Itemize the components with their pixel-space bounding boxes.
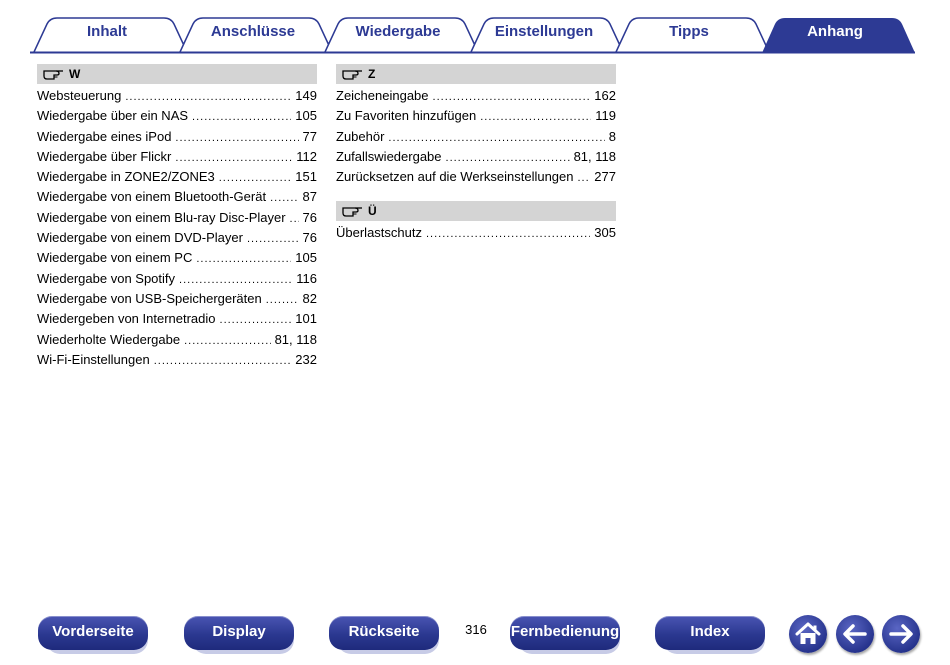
- index-entry[interactable]: [336, 223, 616, 243]
- button-label: Display: [184, 616, 294, 650]
- button-label: Vorderseite: [38, 616, 148, 650]
- pointing-hand-icon: [342, 204, 364, 218]
- back-arrow-icon: [836, 615, 874, 653]
- index-entry[interactable]: [37, 147, 317, 167]
- index-entry-list: [336, 221, 616, 243]
- tab-tipps[interactable]: Tipps: [669, 23, 709, 40]
- pointing-hand-icon: [342, 67, 364, 81]
- entry-term: Wi-Fi-Einstellungen: [37, 351, 150, 367]
- page-number: 316: [465, 622, 487, 637]
- section-letter: W: [69, 67, 81, 81]
- rueckseite-button[interactable]: [329, 616, 439, 652]
- fernbedienung-button[interactable]: [510, 616, 620, 652]
- index-section-w: [37, 64, 317, 370]
- leader-dots: [219, 168, 292, 188]
- entry-page-link[interactable]: 151: [295, 169, 317, 185]
- index-entry[interactable]: [336, 147, 616, 167]
- leader-dots: [175, 148, 292, 168]
- tab-einstellungen[interactable]: Einstellungen: [494, 23, 594, 40]
- index-entry[interactable]: [37, 269, 317, 289]
- forward-arrow-icon: [882, 615, 920, 653]
- index-entry[interactable]: [37, 350, 317, 370]
- entry-term: Wiedergabe über ein NAS: [37, 108, 189, 124]
- entry-page-link[interactable]: 101: [295, 311, 317, 327]
- entry-page-link[interactable]: 81, 118: [573, 148, 616, 164]
- index-entry[interactable]: [37, 248, 317, 268]
- index-entry[interactable]: [37, 228, 317, 248]
- vorderseite-button[interactable]: [38, 616, 148, 652]
- entry-term: Zu Favoriten hinzufügen: [336, 108, 477, 124]
- entry-page-link[interactable]: 277: [594, 169, 616, 185]
- index-entry[interactable]: [37, 309, 317, 329]
- entry-page-link[interactable]: 8: [608, 128, 616, 144]
- entry-term: Zurücksetzen auf die Werkseinstellungen: [336, 169, 574, 185]
- tab-wiedergabe[interactable]: Wiedergabe: [355, 23, 441, 40]
- tab-anschluesse[interactable]: Anschlüsse: [210, 23, 296, 40]
- entry-page-link[interactable]: 105: [295, 108, 317, 124]
- button-label: Index: [655, 616, 765, 650]
- button-label: Fernbedienung: [510, 616, 620, 650]
- entry-page-link[interactable]: 149: [295, 88, 317, 103]
- entry-page-link[interactable]: 76: [302, 230, 317, 246]
- entry-page-link[interactable]: 77: [302, 128, 317, 144]
- entry-page-link[interactable]: 162: [594, 88, 616, 103]
- leader-dots: [192, 107, 291, 127]
- leader-dots: [247, 229, 299, 249]
- entry-term: Wiedergabe von einem PC: [37, 250, 193, 266]
- index-button[interactable]: [655, 616, 765, 652]
- index-column-left: [37, 64, 317, 384]
- leader-dots: [426, 224, 590, 244]
- entry-term: Überlastschutz: [336, 225, 422, 241]
- index-entry[interactable]: [37, 330, 317, 350]
- top-tab-bar: [0, 0, 950, 56]
- entry-term: Wiederholte Wiedergabe: [37, 331, 181, 347]
- index-entry[interactable]: [37, 289, 317, 309]
- leader-dots: [154, 351, 292, 371]
- index-entry-list: [336, 84, 616, 187]
- pointing-hand-icon: [43, 67, 65, 81]
- leader-dots: [220, 310, 292, 330]
- index-entry[interactable]: [37, 167, 317, 187]
- entry-page-link[interactable]: 82: [302, 290, 317, 306]
- leader-dots: [175, 128, 298, 148]
- entry-page-link[interactable]: 76: [302, 209, 317, 225]
- entry-page-link[interactable]: 105: [295, 250, 317, 266]
- leader-dots: [184, 331, 271, 351]
- entry-page-link[interactable]: 87: [302, 189, 317, 205]
- entry-term: Wiedergabe in ZONE2/ZONE3: [37, 169, 215, 185]
- entry-term: Wiedergabe von USB-Speichergeräten: [37, 290, 262, 306]
- section-header-w: [37, 64, 317, 84]
- leader-dots: [196, 249, 291, 269]
- entry-term: Wiedergabe eines iPod: [37, 128, 172, 144]
- index-entry[interactable]: [37, 187, 317, 207]
- leader-dots: [270, 188, 298, 208]
- leader-dots: [388, 128, 604, 148]
- leader-dots: [433, 87, 591, 107]
- home-icon: [789, 615, 827, 653]
- entry-page-link[interactable]: 81, 118: [274, 331, 317, 347]
- leader-dots: [179, 270, 292, 290]
- section-header-z: [336, 64, 616, 84]
- back-button[interactable]: [836, 615, 874, 653]
- entry-term: Wiedergabe über Flickr: [37, 148, 172, 164]
- index-entry[interactable]: [37, 127, 317, 147]
- entry-page-link[interactable]: 116: [296, 270, 317, 286]
- leader-dots: [266, 290, 299, 310]
- entry-page-link[interactable]: 305: [594, 225, 616, 241]
- index-entry[interactable]: [336, 86, 616, 106]
- index-entry[interactable]: [336, 127, 616, 147]
- entry-term: Websteuerung: [37, 88, 122, 103]
- index-column-middle: [336, 64, 616, 258]
- index-entry[interactable]: [37, 86, 317, 106]
- leader-dots: [578, 168, 591, 188]
- leader-dots: [480, 107, 591, 127]
- index-section-z: [336, 64, 616, 187]
- tab-inhalt[interactable]: Inhalt: [87, 23, 127, 40]
- entry-page-link[interactable]: 112: [296, 148, 317, 164]
- leader-dots: [290, 209, 299, 229]
- index-section-ue: [336, 201, 616, 243]
- tab-anhang[interactable]: Anhang: [807, 23, 863, 40]
- index-entry[interactable]: [37, 106, 317, 126]
- entry-term: Wiedergabe von einem Blu-ray Disc-Player: [37, 209, 286, 225]
- leader-dots: [125, 87, 291, 107]
- button-label: Rückseite: [329, 616, 439, 650]
- entry-term: Zeicheneingabe: [336, 88, 429, 103]
- section-letter: Ü: [368, 204, 377, 219]
- forward-button[interactable]: [882, 615, 920, 653]
- entry-term: Wiedergabe von einem Bluetooth-Gerät: [37, 189, 267, 205]
- index-entry[interactable]: [336, 106, 616, 126]
- entry-page-link[interactable]: 232: [295, 351, 317, 367]
- entry-term: Wiedergabe von Spotify: [37, 270, 176, 286]
- index-entry[interactable]: [336, 167, 616, 187]
- entry-term: Wiedergeben von Internetradio: [37, 311, 216, 327]
- entry-term: Zubehör: [336, 128, 385, 144]
- section-header-ue: [336, 201, 616, 221]
- entry-term: Wiedergabe von einem DVD-Player: [37, 230, 243, 246]
- index-entry-list: [37, 84, 317, 370]
- home-button[interactable]: [789, 615, 827, 653]
- index-entry[interactable]: [37, 208, 317, 228]
- leader-dots: [446, 148, 570, 168]
- display-button[interactable]: [184, 616, 294, 652]
- entry-term: Zufallswiedergabe: [336, 148, 442, 164]
- section-letter: Z: [368, 67, 376, 81]
- entry-page-link[interactable]: 119: [595, 108, 616, 124]
